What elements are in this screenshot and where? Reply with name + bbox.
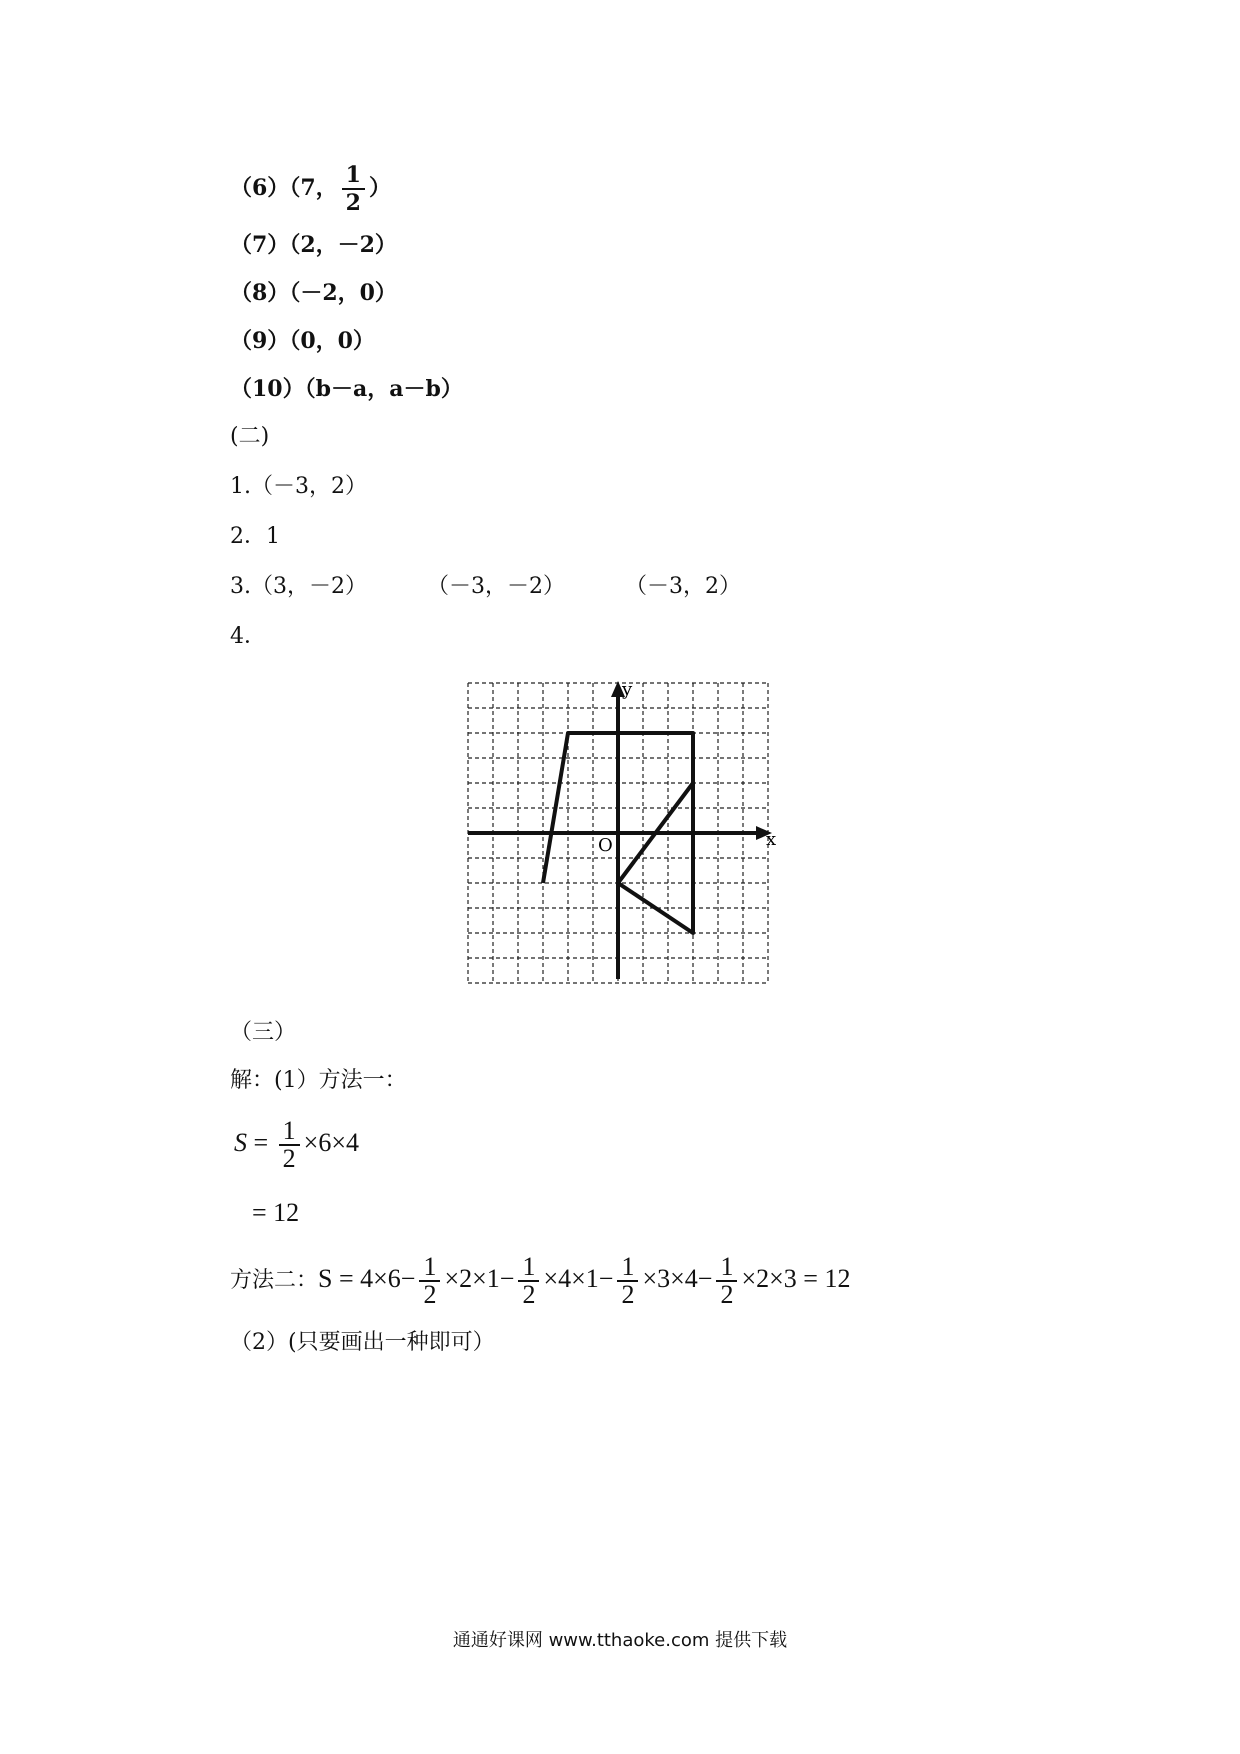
fraction <box>342 162 365 216</box>
q3-item: （－3，－2） <box>427 574 565 599</box>
section2-q4: 4． <box>230 624 266 649</box>
method2-part: ×3×4− <box>642 1263 713 1293</box>
fraction-numerator: 1 <box>419 1254 440 1282</box>
coordinate-graph <box>463 678 777 988</box>
answer-text: （b－a，a－b） <box>304 376 463 402</box>
method1-result: = 12 <box>252 1198 300 1227</box>
solution-intro: 解：(1）方法一： <box>230 1068 407 1093</box>
answer-label: （9） <box>230 328 290 354</box>
section2-q1: 1.（－3，2） <box>230 474 367 499</box>
axes <box>468 681 772 979</box>
fraction <box>279 1118 300 1172</box>
answer-6 <box>230 162 391 216</box>
equals: = <box>247 1127 275 1157</box>
fraction-numerator: 1 <box>617 1254 638 1282</box>
fraction-denominator: 2 <box>522 1280 536 1309</box>
fraction-denominator: 2 <box>423 1280 437 1309</box>
area-symbol: S <box>234 1127 247 1157</box>
fraction-denominator: 2 <box>621 1280 635 1309</box>
method2-part: ×2×3 = 12 <box>741 1263 851 1293</box>
fraction-numerator: 1 <box>279 1118 300 1146</box>
fraction <box>716 1254 737 1308</box>
method2-formula <box>230 1254 850 1308</box>
fraction <box>419 1254 440 1308</box>
part2-text: （2）(只要画出一种即可） <box>230 1330 495 1355</box>
footer: 通通好课网 www.tthaoke.com 提供下载 <box>452 1630 788 1651</box>
answer-open: （7， <box>289 175 338 201</box>
q3-item: （3，－2） <box>251 574 367 599</box>
method1-formula <box>234 1118 359 1172</box>
q3-item: （－3，2） <box>625 574 741 599</box>
answer-text: （0，0） <box>289 328 375 354</box>
answer-label: （8） <box>230 280 290 306</box>
answer-close: ） <box>368 175 391 201</box>
fraction <box>518 1254 539 1308</box>
fraction-numerator: 1 <box>518 1254 539 1282</box>
section2-q2: 2．1 <box>230 524 280 549</box>
answer-label: （10） <box>230 376 305 402</box>
method1-rest: ×6×4 <box>303 1127 359 1157</box>
answer-label: （7） <box>230 232 290 258</box>
answer-10 <box>230 376 463 402</box>
method2-expression <box>318 1252 851 1309</box>
answer-label: （6） <box>230 175 290 201</box>
fraction-denominator: 2 <box>345 190 361 216</box>
method2-part: S = 4×6− <box>318 1263 416 1293</box>
x-axis-label: x <box>766 829 777 850</box>
section2-heading: (二) <box>230 424 270 449</box>
fraction-numerator: 1 <box>342 162 365 190</box>
section2-q3 <box>230 574 741 600</box>
answer-9 <box>230 328 375 354</box>
q3-label: 3. <box>230 574 251 599</box>
fraction <box>617 1254 638 1308</box>
answer-text: （2，－2） <box>289 232 397 258</box>
answer-7 <box>230 232 397 258</box>
y-axis-label: y <box>622 679 633 700</box>
method2-part: ×4×1− <box>543 1263 614 1293</box>
origin-label: O <box>598 835 613 856</box>
method2-part: ×2×1− <box>444 1263 515 1293</box>
method2-label: 方法二： <box>230 1267 319 1293</box>
answer-text: （－2，0） <box>289 280 397 306</box>
section3-heading: （三） <box>230 1020 297 1045</box>
fraction-denominator: 2 <box>720 1280 734 1309</box>
answer-8 <box>230 280 397 306</box>
fraction-denominator: 2 <box>282 1144 296 1173</box>
fraction-numerator: 1 <box>716 1254 737 1282</box>
